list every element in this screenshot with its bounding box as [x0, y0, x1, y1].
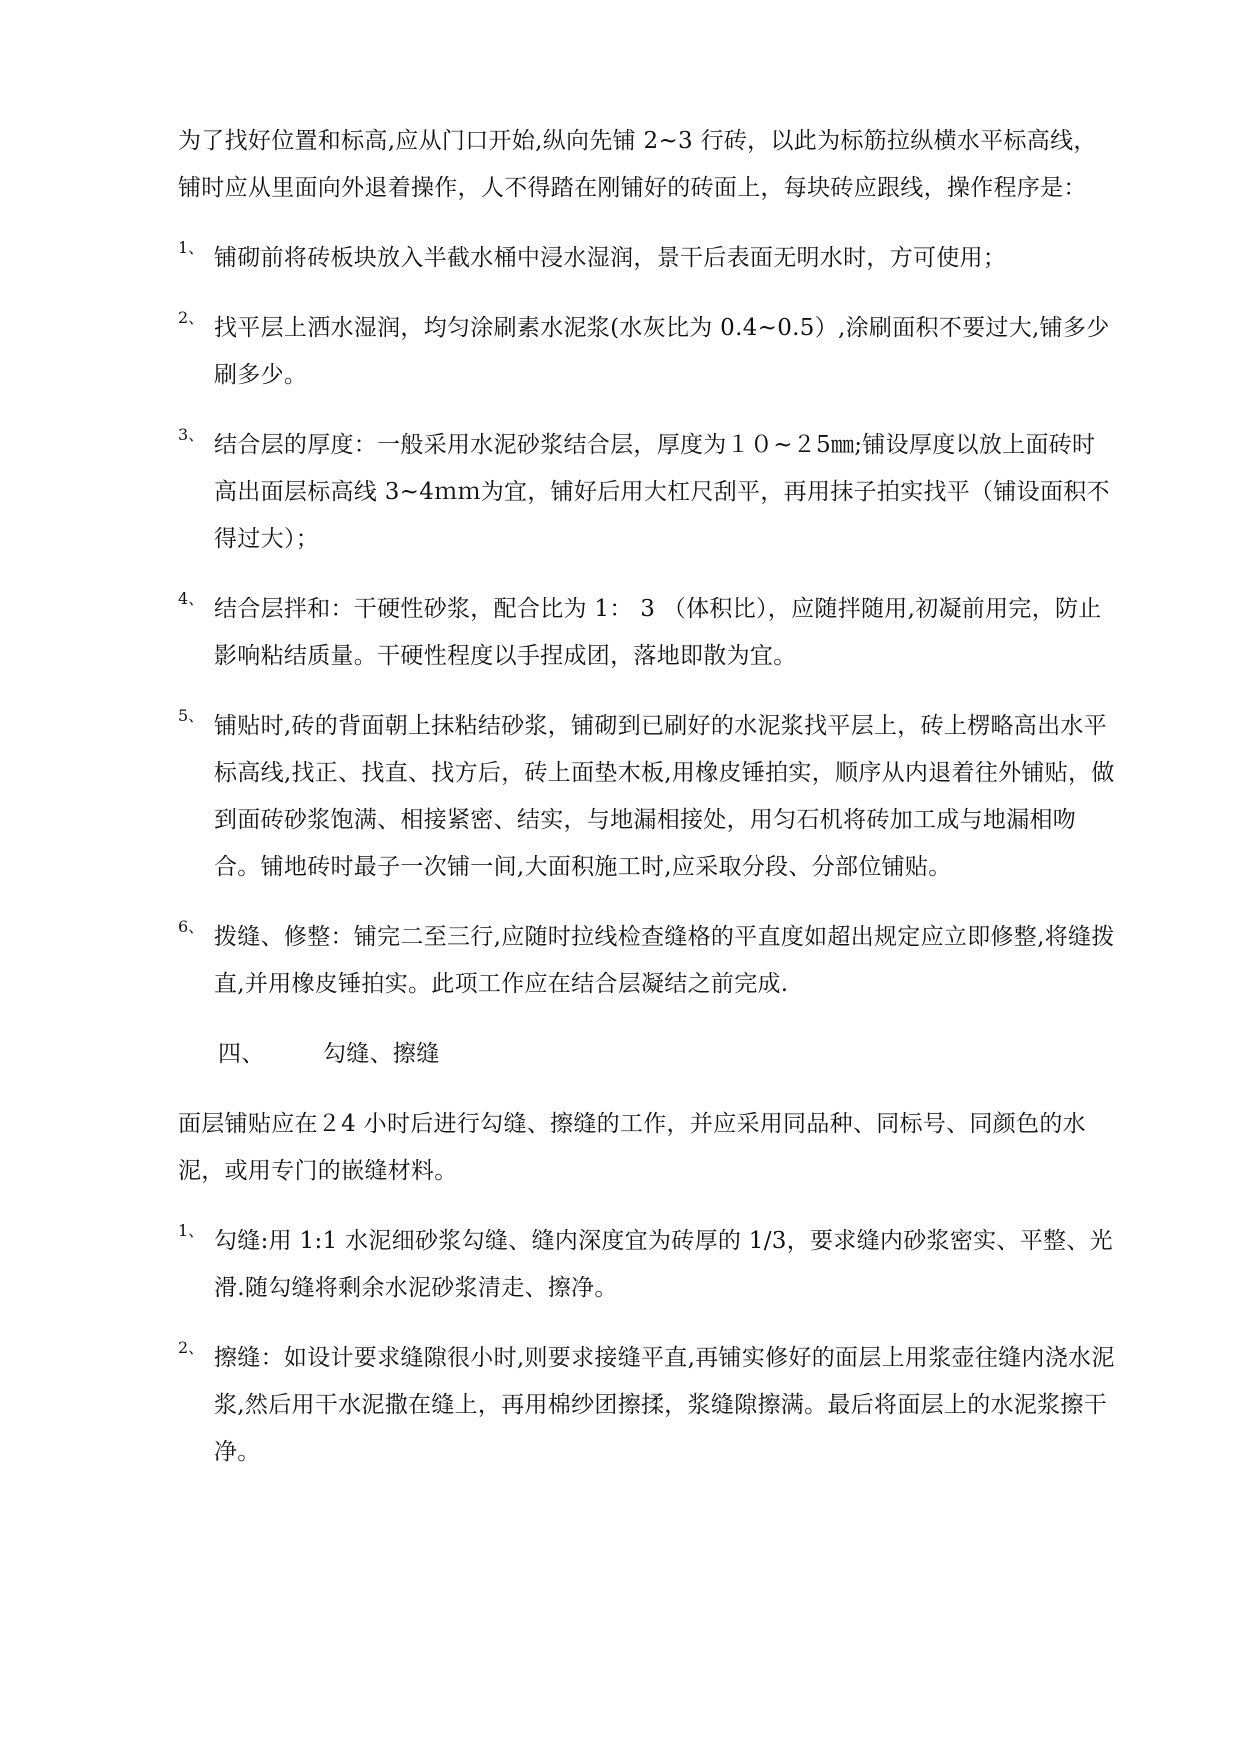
section-title: 勾缝、擦缝	[323, 1041, 440, 1067]
paragraph-intro: 面层铺贴应在２4 小时后进行勾缝、擦缝的工作，并应采用同品种、同标号、同颜色的水泥，或用专门的嵌缝材料。	[178, 1111, 1086, 1184]
list-item	[178, 703, 1118, 891]
section-number: 四、	[218, 1041, 265, 1067]
list-item-number: 4、	[178, 589, 205, 608]
list-item-text: 找平层上洒水湿润，均匀涂刷素水泥浆(水灰比为 0.4~0.5）,涂刷面积不要过大,铺多少刷多少。	[214, 315, 1110, 388]
list-item-text: 结合层的厚度：一般采用水泥砂浆结合层，厚度为１０~２5㎜;铺设厚度以放上面砖时高出面层标高线 3~4ｍｍ为宜，铺好后用大杠尺刮平，再用抹子拍实找平（铺设面积不得过大）；	[214, 432, 1110, 552]
list-item	[178, 1335, 1118, 1476]
list-item-text: 勾缝:用 1:1 水泥细砂浆勾缝、缝内深度宜为砖厚的 1/3，要求缝内砂浆密实、平整、光滑.随勾缝将剩余水泥砂浆清走、擦净。	[214, 1228, 1113, 1301]
list-item-number: 5、	[178, 706, 205, 725]
list-item	[178, 1218, 1118, 1312]
list-item-number: 2、	[178, 1338, 205, 1357]
list-item	[178, 305, 1118, 399]
list-item-text: 结合层拌和：干硬性砂浆，配合比为 1： 3 （体积比），应随拌随用,初凝前用完，防止影响粘结质量。干硬性程度以手捏成团，落地即散为宜。	[214, 596, 1102, 669]
list-item-text: 铺砌前将砖板块放入半截水桶中浸水湿润，景干后表面无明水时，方可使用；	[214, 245, 1007, 271]
list-item	[178, 586, 1118, 680]
document-page	[178, 118, 1118, 1499]
list-item-number: 2、	[178, 308, 205, 327]
list-item	[178, 914, 1118, 1008]
list-item-number: 1、	[178, 238, 205, 257]
list-item-text: 擦缝：如设计要求缝隙很小时,则要求接缝平直,再铺实修好的面层上用浆壶往缝内浇水泥浆,然后用干水泥撒在缝上，再用棉纱团擦揉，浆缝隙擦满。最后将面层上的水泥浆擦干净。	[214, 1345, 1115, 1465]
list-item-number: 6、	[178, 917, 205, 936]
list-item	[178, 422, 1118, 563]
list-item-number: 1、	[178, 1221, 205, 1240]
section-heading	[178, 1031, 1118, 1078]
list-item-number: 3、	[178, 425, 205, 444]
paragraph-intro: 为了找好位置和标高,应从门口开始,纵向先铺 2~3 行砖，以此为标筋拉纵横水平标高线，铺时应从里面向外退着操作，人不得踏在刚铺好的砖面上，每块砖应跟线，操作程序是：	[178, 128, 1097, 201]
list-item-text: 拨缝、修整：铺完二至三行,应随时拉线检查缝格的平直度如超出规定应立即修整,将缝拨直,并用橡皮锤拍实。此项工作应在结合层凝结之前完成.	[214, 924, 1115, 997]
list-item-text: 铺贴时,砖的背面朝上抹粘结砂浆，铺砌到已刷好的水泥浆找平层上，砖上楞略高出水平标高线,找正、找直、找方后，砖上面垫木板,用橡皮锤拍实，顺序从内退着往外铺贴，做到面砖砂浆饱满、相接紧密、结实，与地漏相接处，用匀石机将砖加工成与地漏相吻合。铺地砖时最子一次铺一间,大面积施工时,应采取分段、分部位铺贴。	[214, 713, 1115, 880]
list-item	[178, 235, 1118, 282]
